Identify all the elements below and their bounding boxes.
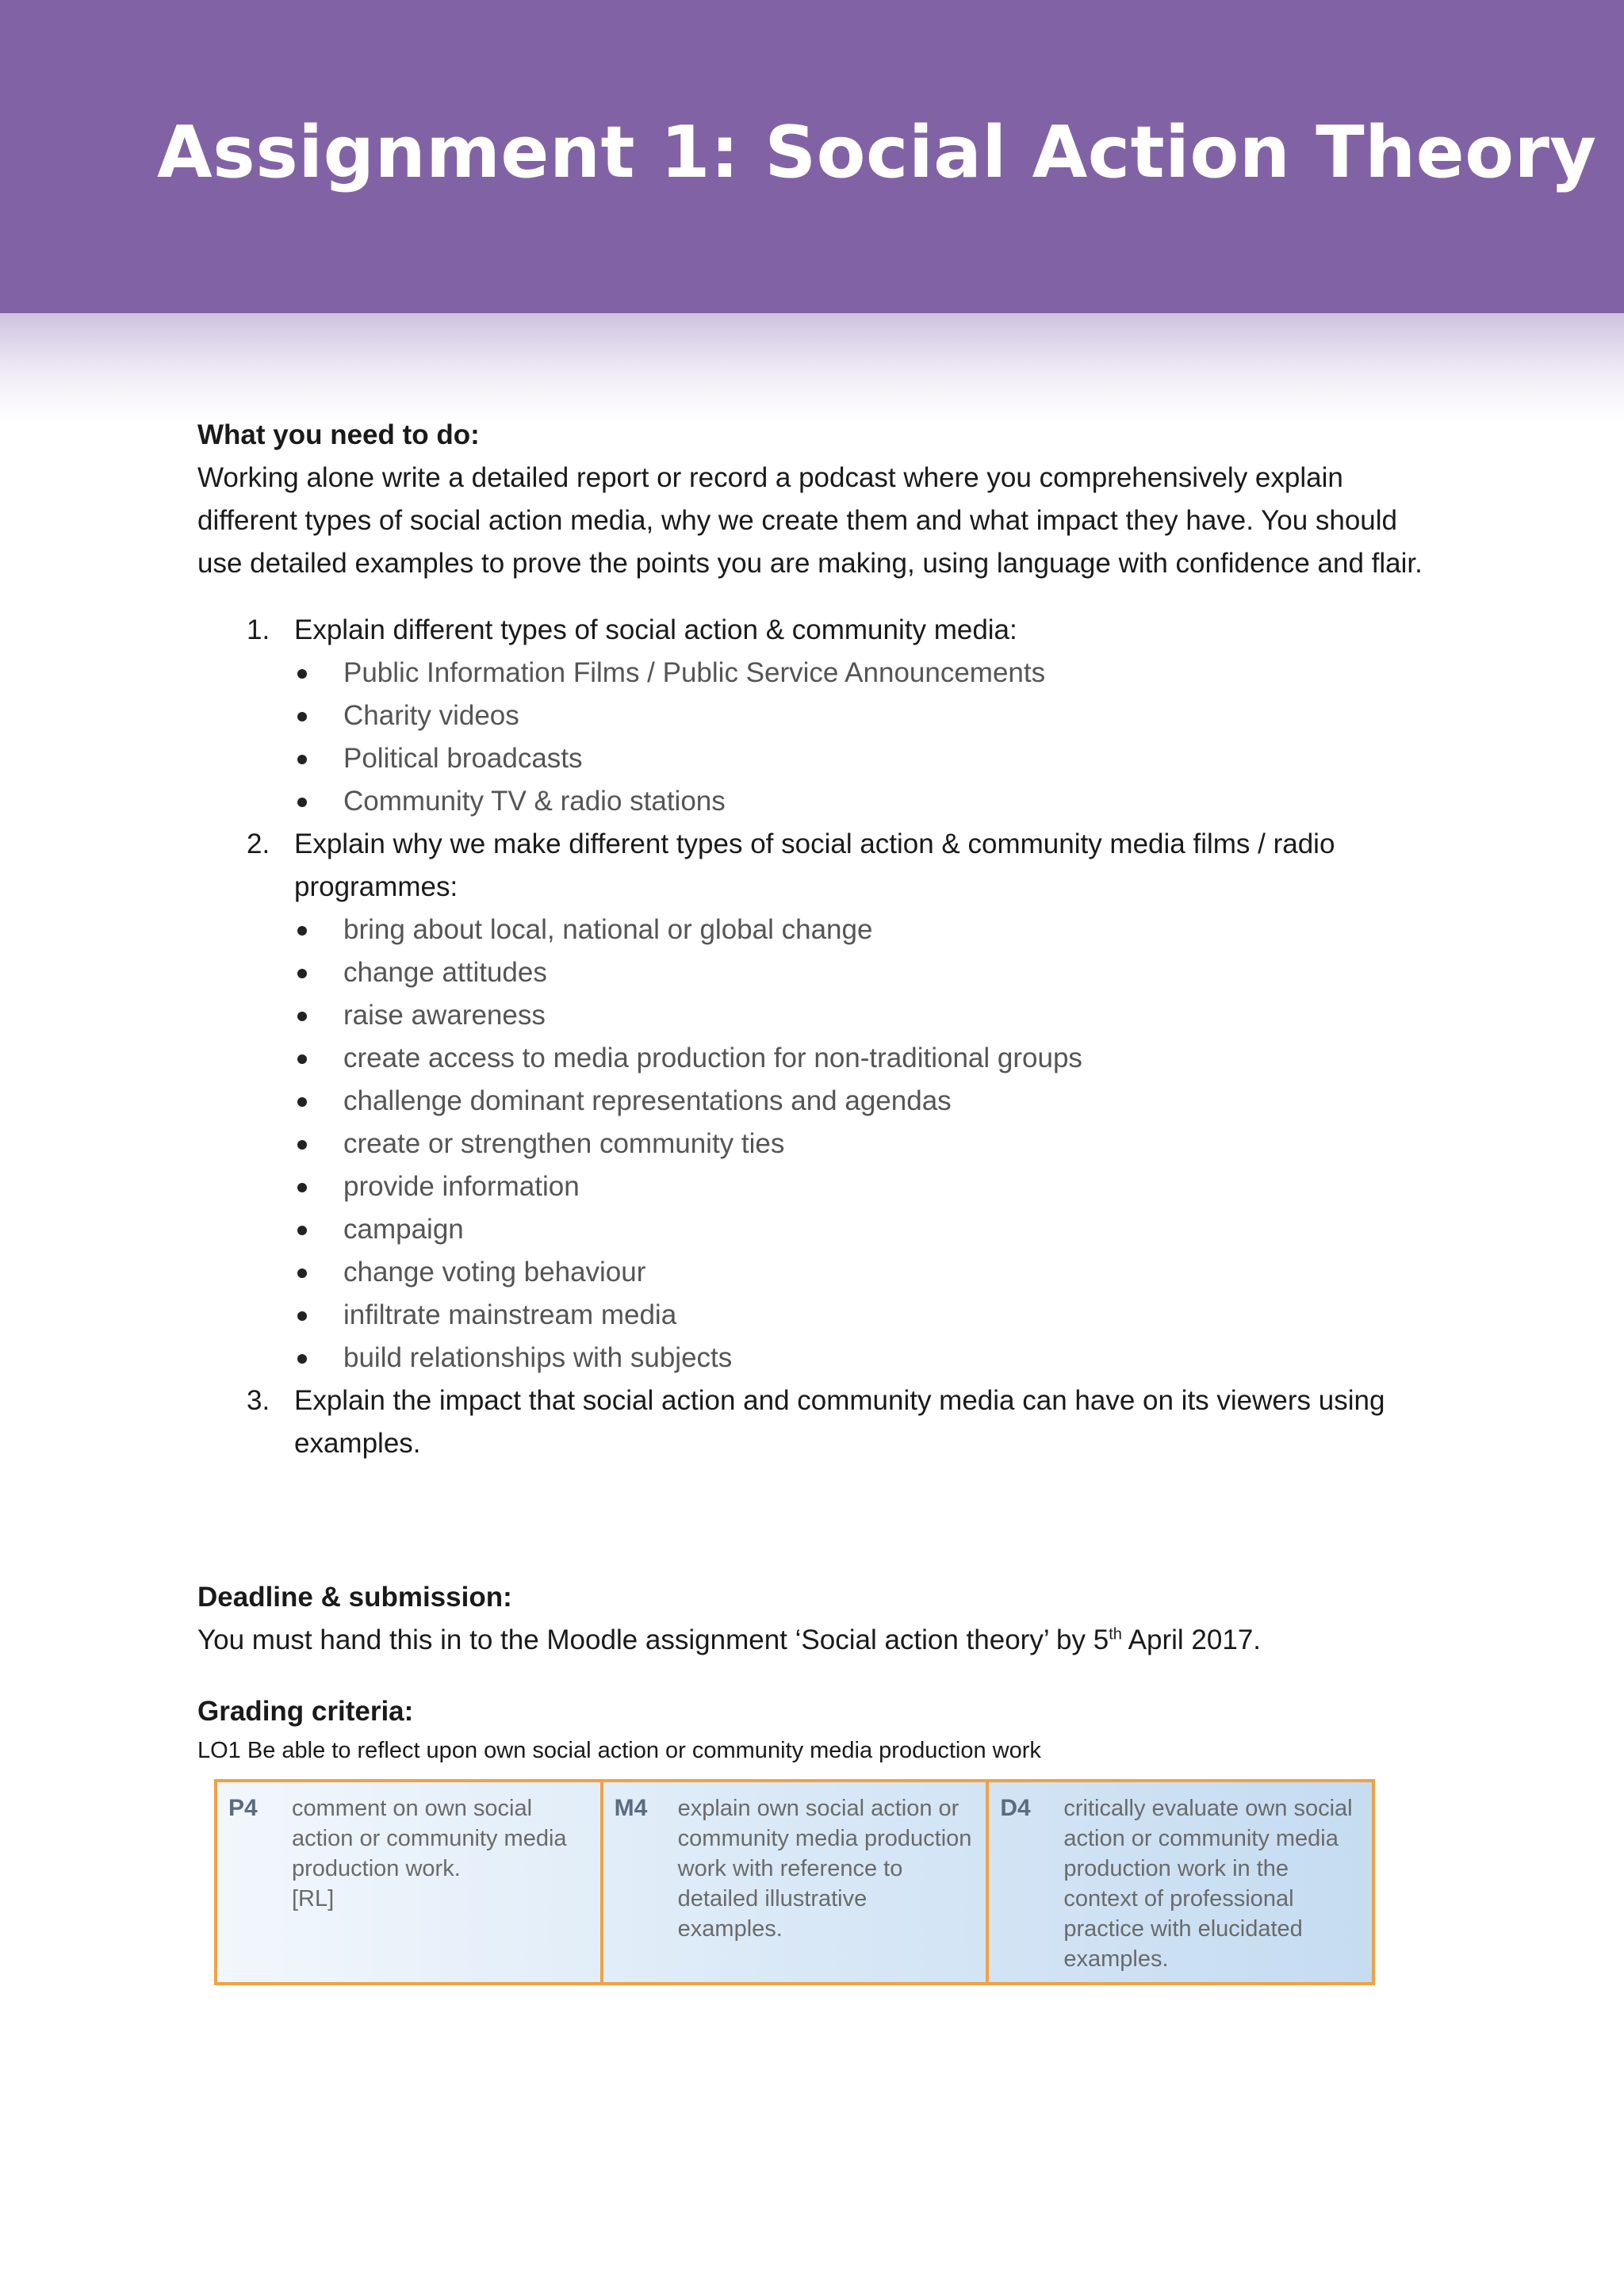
list-item: raise awareness xyxy=(343,994,1434,1037)
deadline-heading: Deadline & submission: xyxy=(197,1582,512,1613)
criterion-code: P4 xyxy=(228,1795,258,1821)
list-item: build relationships with subjects xyxy=(343,1337,1434,1380)
list-item: challenge dominant representations and agendas xyxy=(343,1080,1434,1123)
criterion-merit xyxy=(603,1782,990,1982)
learning-outcome: LO1 Be able to reflect upon own social action or community media production work xyxy=(197,1738,1041,1763)
list-item: Public Information Films / Public Service Announcements xyxy=(343,652,1434,695)
date-ordinal: th xyxy=(1109,1625,1122,1644)
list-item: provide information xyxy=(343,1165,1434,1208)
list-item: change voting behaviour xyxy=(343,1251,1434,1294)
list-item: create or strengthen community ties xyxy=(343,1123,1434,1165)
criterion-text xyxy=(292,1793,591,1974)
list-item: Political broadcasts xyxy=(343,737,1434,780)
criterion-description: comment on own social action or community media production work. xyxy=(292,1796,567,1881)
step-3 xyxy=(247,1380,1434,1465)
list-item: Charity videos xyxy=(343,695,1434,737)
media-types-list xyxy=(294,652,1434,823)
task-intro: Working alone write a detailed report or record a podcast where you comprehensively explain different types of social action media, why we create them and what impact they have. You should use detailed examples to prove the points you are making, using language with confidence and flair. xyxy=(197,462,1423,579)
list-item: create access to media production for non-traditional groups xyxy=(343,1037,1434,1080)
criterion-description: critically evaluate own social action or community media production work in the context of professional practice with elucidated examples. xyxy=(1063,1796,1353,1972)
step-number: 3. xyxy=(247,1385,270,1416)
grading-heading: Grading criteria: xyxy=(197,1696,414,1727)
criterion-text xyxy=(1063,1793,1362,1974)
list-item: infiltrate mainstream media xyxy=(343,1294,1434,1337)
criterion-code: D4 xyxy=(1000,1795,1031,1821)
criterion-text xyxy=(678,1793,977,1974)
step-1 xyxy=(247,609,1434,823)
criterion-tag: [RL] xyxy=(292,1886,335,1911)
step-text: Explain different types of social action & community media: xyxy=(294,614,1017,645)
list-item: change attitudes xyxy=(343,951,1434,994)
step-text: Explain the impact that social action and community media can have on its viewers using examples. xyxy=(294,1385,1385,1459)
reasons-list xyxy=(294,909,1434,1380)
criterion-pass xyxy=(217,1782,603,1982)
deadline-text-end: April 2017. xyxy=(1121,1624,1262,1655)
header-fade xyxy=(0,313,1624,424)
task-steps xyxy=(197,609,1434,1465)
list-item: bring about local, national or global change xyxy=(343,909,1434,951)
document-body xyxy=(197,414,1434,1768)
task-heading: What you need to do: xyxy=(197,419,480,450)
page-title: Assignment 1: Social Action Theory xyxy=(157,111,1597,194)
list-item: campaign xyxy=(343,1208,1434,1251)
criterion-description: explain own social action or community media production work with reference to detailed illustrative examples. xyxy=(677,1796,972,1942)
step-2 xyxy=(247,823,1434,1380)
grading-section xyxy=(197,1690,1434,1768)
deadline-text-start: You must hand this in to the Moodle assignment ‘Social action theory’ by 5 xyxy=(197,1624,1109,1655)
deadline-section xyxy=(197,1576,1434,1662)
criterion-code: M4 xyxy=(614,1795,648,1821)
criterion-distinction xyxy=(989,1782,1372,1982)
deadline-text xyxy=(197,1619,1434,1662)
list-item: Community TV & radio stations xyxy=(343,780,1434,823)
step-number: 1. xyxy=(247,614,270,645)
step-number: 2. xyxy=(247,828,270,859)
step-text: Explain why we make different types of social action & community media films / radio programmes: xyxy=(294,828,1335,902)
grading-criteria-table xyxy=(214,1779,1375,1985)
